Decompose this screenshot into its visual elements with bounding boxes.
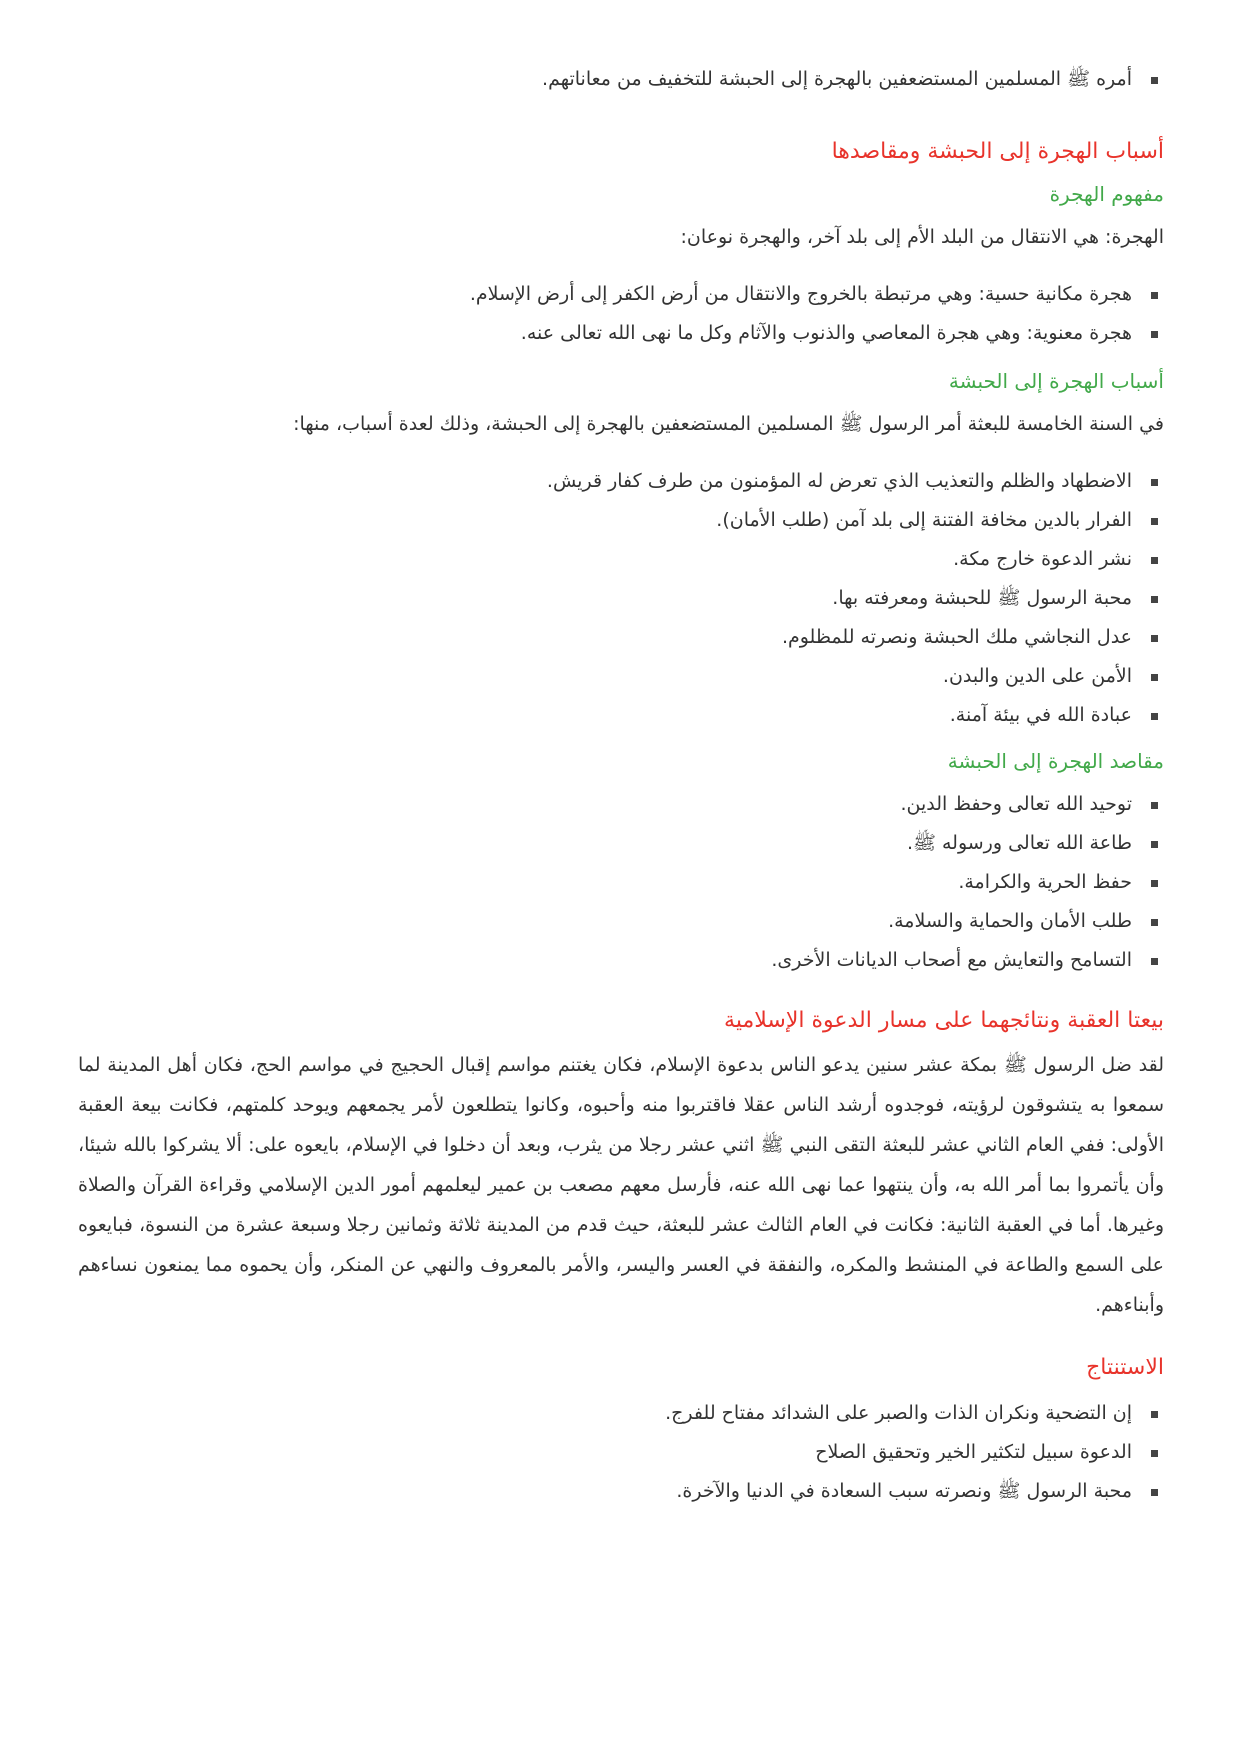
section-title-conclusion: الاستنتاج (1086, 1355, 1164, 1380)
section-title-habasha: أسباب الهجرة إلى الحبشة ومقاصدها (831, 139, 1164, 164)
list-item-text: طلب الأمان والحماية والسلامة. (888, 910, 1132, 932)
list-item (78, 941, 1164, 980)
conclusion-list (78, 1394, 1164, 1511)
square-bullet-icon (1151, 1411, 1158, 1418)
list-item-text: نشر الدعوة خارج مكة. (953, 548, 1132, 570)
square-bullet-icon (1151, 331, 1158, 338)
square-bullet-icon (1151, 919, 1158, 926)
list-item-text: طاعة الله تعالى ورسوله ﷺ. (906, 832, 1132, 854)
subsection-title-reasons: أسباب الهجرة إلى الحبشة (948, 369, 1164, 393)
reasons-intro: في السنة الخامسة للبعثة أمر الرسول ﷺ المسلمين المستضعفين بالهجرة إلى الحبشة، وذلك لعدة أسباب، منها: (293, 413, 1164, 435)
square-bullet-icon (1151, 841, 1158, 848)
list-item (78, 60, 1164, 99)
list-item-text: أمره ﷺ المسلمين المستضعفين بالهجرة إلى الحبشة للتخفيف من معاناتهم. (542, 68, 1132, 90)
list-item (78, 462, 1164, 501)
square-bullet-icon (1151, 635, 1158, 642)
list-item (78, 540, 1164, 579)
square-bullet-icon (1151, 958, 1158, 965)
list-item (78, 902, 1164, 941)
list-item (78, 275, 1164, 314)
list-item-text: توحيد الله تعالى وحفظ الدين. (900, 793, 1132, 815)
list-item-text: حفظ الحرية والكرامة. (958, 871, 1132, 893)
list-item (78, 657, 1164, 696)
square-bullet-icon (1151, 802, 1158, 809)
square-bullet-icon (1151, 479, 1158, 486)
list-item (78, 501, 1164, 540)
square-bullet-icon (1151, 674, 1158, 681)
concept-definition: الهجرة: هي الانتقال من البلد الأم إلى بلد آخر، والهجرة نوعان: (680, 226, 1164, 248)
list-item (78, 618, 1164, 657)
list-item-text: محبة الرسول ﷺ للحبشة ومعرفته بها. (832, 587, 1132, 609)
list-item (78, 1472, 1164, 1511)
square-bullet-icon (1151, 292, 1158, 299)
list-item (78, 314, 1164, 353)
list-item (78, 579, 1164, 618)
square-bullet-icon (1151, 518, 1158, 525)
list-item-text: الأمن على الدين والبدن. (942, 665, 1132, 687)
aqaba-body: لقد ضل الرسول ﷺ بمكة عشر سنين يدعو الناس بدعوة الإسلام، فكان يغتنم مواسم إقبال الحجيج في مواسم الحج، فكان أهل المدينة لما سمعوا به يتشوقون لرؤيته، فوجدوه أرشد الناس عقلا فاقتربوا منه وأحبوه، وكانوا يتطلعون لأمر يجمعهم ويوحد كلمتهم، فكانت بيعة العقبة الأولى: ففي العام الثاني عشر للبعثة التقى النبي ﷺ اثني عشر رجلا من يثرب، وبعد أن دخلوا في الإسلام، بايعوه على: ألا يشركوا بالله شيئا، وأن يأتمروا بما أمر الله به، وأن ينتهوا عما نهى الله عنه، فأرسل معهم مصعب بن عمير ليعلمهم أمور الدين الإسلامي وقراءة القرآن والصلاة وغيرها. أما في العقبة الثانية: فكانت في العام الثالث عشر للبعثة، حيث قدم من المدينة ثلاثة وثمانين رجلا وسبعة عشرة من النسوة، فبايعوه على السمع والطاعة في المنشط والمكره، والنفقة في العسر واليسر، والأمر بالمعروف والنهي عن المنكر، وأن يحموه مما يمنعون نساءهم وأبناءهم. (78, 1054, 1164, 1316)
list-item (78, 863, 1164, 902)
list-item (78, 1394, 1164, 1433)
list-item-text: عبادة الله في بيئة آمنة. (949, 704, 1132, 726)
list-item-text: هجرة مكانية حسية: وهي مرتبطة بالخروج والانتقال من أرض الكفر إلى أرض الإسلام. (469, 283, 1132, 305)
square-bullet-icon (1151, 880, 1158, 887)
list-item (78, 696, 1164, 735)
list-item-text: الاضطهاد والظلم والتعذيب الذي تعرض له المؤمنون من طرف كفار قريش. (546, 470, 1132, 492)
list-item-text: التسامح والتعايش مع أصحاب الديانات الأخرى. (771, 949, 1132, 971)
section-title-aqaba: بيعتا العقبة ونتائجهما على مسار الدعوة الإسلامية (724, 1008, 1164, 1033)
list-item-text: محبة الرسول ﷺ ونصرته سبب السعادة في الدنيا والآخرة. (676, 1480, 1132, 1502)
list-item-text: هجرة معنوية: وهي هجرة المعاصي والذنوب والآثام وكل ما نهى الله تعالى عنه. (520, 322, 1132, 344)
list-item (78, 785, 1164, 824)
subsection-title-goals: مقاصد الهجرة إلى الحبشة (947, 749, 1164, 773)
square-bullet-icon (1151, 77, 1158, 84)
square-bullet-icon (1151, 596, 1158, 603)
square-bullet-icon (1151, 557, 1158, 564)
hijra-types-list (78, 275, 1164, 353)
list-item (78, 824, 1164, 863)
list-item-text: الفرار بالدين مخافة الفتنة إلى بلد آمن (طلب الأمان). (716, 509, 1132, 531)
square-bullet-icon (1151, 1450, 1158, 1457)
list-item (78, 1433, 1164, 1472)
top-bullet-list (78, 60, 1164, 99)
list-item-text: الدعوة سبيل لتكثير الخير وتحقيق الصلاح (815, 1441, 1132, 1463)
reasons-list (78, 462, 1164, 735)
subsection-title-concept: مفهوم الهجرة (1049, 182, 1164, 206)
goals-list (78, 785, 1164, 980)
list-item-text: عدل النجاشي ملك الحبشة ونصرته للمظلوم. (781, 626, 1132, 648)
square-bullet-icon (1151, 1489, 1158, 1496)
list-item-text: إن التضحية ونكران الذات والصبر على الشدائد مفتاح للفرج. (665, 1402, 1132, 1424)
square-bullet-icon (1151, 713, 1158, 720)
